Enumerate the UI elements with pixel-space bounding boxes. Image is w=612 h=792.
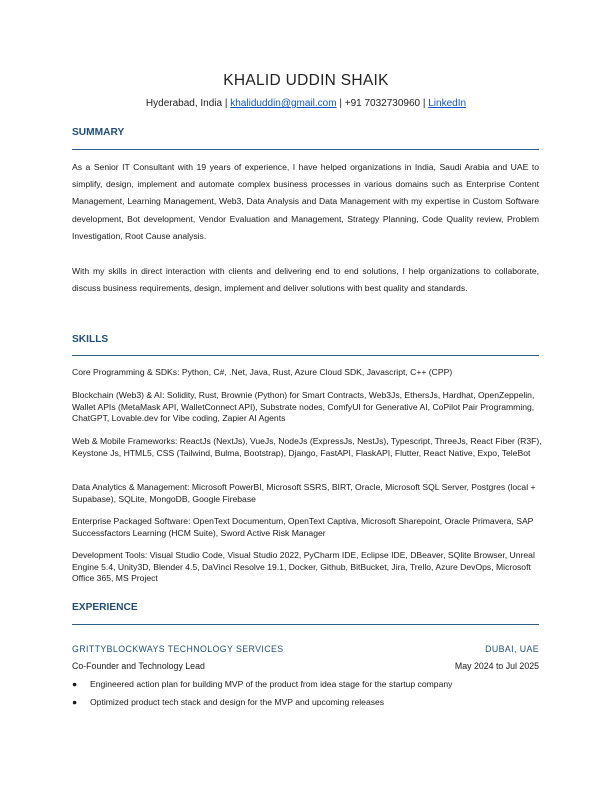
phone-text: | +91 7032730960 | [336, 98, 429, 109]
job-role-row [72, 661, 539, 671]
bullet-text: Optimized product tech stack and design for the MVP and upcoming releases [90, 697, 385, 707]
skills-heading: SKILLS [72, 334, 109, 345]
skill-core-programming: Core Programming & SDKs: Python, C#, .Net, Java, Rust, Azure Cloud SDK, Javascript, C++ (CPP) [72, 367, 453, 377]
bullet-text: Engineered action plan for building MVP of the product from idea stage for the startup company [90, 679, 453, 689]
linkedin-link[interactable]: LinkedIn [428, 98, 467, 109]
experience-divider [72, 624, 539, 625]
summary-heading: SUMMARY [72, 127, 125, 138]
summary-divider [72, 149, 539, 150]
bullet-icon: ● [72, 679, 78, 689]
skill-data-analytics: Data Analytics & Management: Microsoft PowerBI, Microsoft SSRS, BIRT, Oracle, Microsoft SQL Server, Postgres (local + Supabase), SQLite, MongoDB, Google Firebase [72, 482, 536, 504]
skills-divider [72, 355, 539, 356]
job-role: Co-Founder and Technology Lead [72, 661, 205, 671]
contact-line [0, 98, 612, 109]
job-dates: May 2024 to Jul 2025 [454, 661, 539, 671]
skill-enterprise-software: Enterprise Packaged Software: OpenText Documentum, OpenText Captiva, Microsoft Sharepoint, Oracle Primavera, SAP Successfactors Learning (HCM Suite), Sword Active Risk Manager [72, 516, 534, 538]
job-company-row [72, 644, 539, 654]
company-location: DUBAI, UAE [485, 644, 539, 654]
experience-heading: EXPERIENCE [72, 602, 138, 613]
skill-development-tools: Development Tools: Visual Studio Code, Visual Studio 2022, PyCharm IDE, Eclipse IDE, DBeaver, SQlite Browser, Unreal Engine 5.4, Unity3D, Blender 4.5, DaVinci Resolve 19.1, Docker, Github, BitBucket, Jira, Trello, Azure DevOps, Microsoft Office 365, MS Project [72, 550, 535, 583]
summary-paragraph-2: With my skills in direct interaction with clients and delivering end to end solutions, I help organizations to collaborate, discuss business requirements, design, implement and deliver solutions with best quality and standards. [72, 266, 539, 294]
location-text: Hyderabad, India | [145, 98, 228, 109]
skill-blockchain-ai: Blockchain (Web3) & AI: Solidity, Rust, Brownie (Python) for Smart Contracts, Web3Js, EthersJs, Hardhat, OpenZeppelin, Wallet APIs (MetaMask API, WalletConnect API), Substrate nodes, ComfyUI for Generative AI, CoPilot Pair Programming, ChatGPT, Lovable.dev for Vibe coding, Zapier AI Agents [72, 390, 535, 423]
email-link[interactable]: khaliduddin@gmail.com [230, 98, 337, 109]
bullet-icon: ● [72, 697, 78, 707]
candidate-name: KHALID UDDIN SHAIK [223, 72, 389, 89]
skill-web-mobile: Web & Mobile Frameworks: ReactJs (NextJs), VueJs, NodeJs (ExpressJs, NestJs), Typescript, ThreeJs, React Fiber (R3F), Keystone Js, HTML5, CSS (Tailwind, Bulma, Bootstrap), Django, FastAPI, FlaskAPI, Flutter, React Native, Expo, TeleBot [72, 436, 542, 458]
summary-paragraph-1: As a Senior IT Consultant with 19 years of experience, I have helped organizations in India, Saudi Arabia and UAE to simplify, design, implement and automate complex business processes in various domains such as Enterprise Content Management, Learning Management, Web3, Data Analysis and Data Management with my expertise in Custom Software development, Bot development, Vendor Evaluation and Management, Strategy Planning, Code Quality review, Problem Investigation, Root Cause analysis. [72, 162, 539, 241]
company-name: GRITTYBLOCKWAYS TECHNOLOGY SERVICES [72, 644, 284, 654]
